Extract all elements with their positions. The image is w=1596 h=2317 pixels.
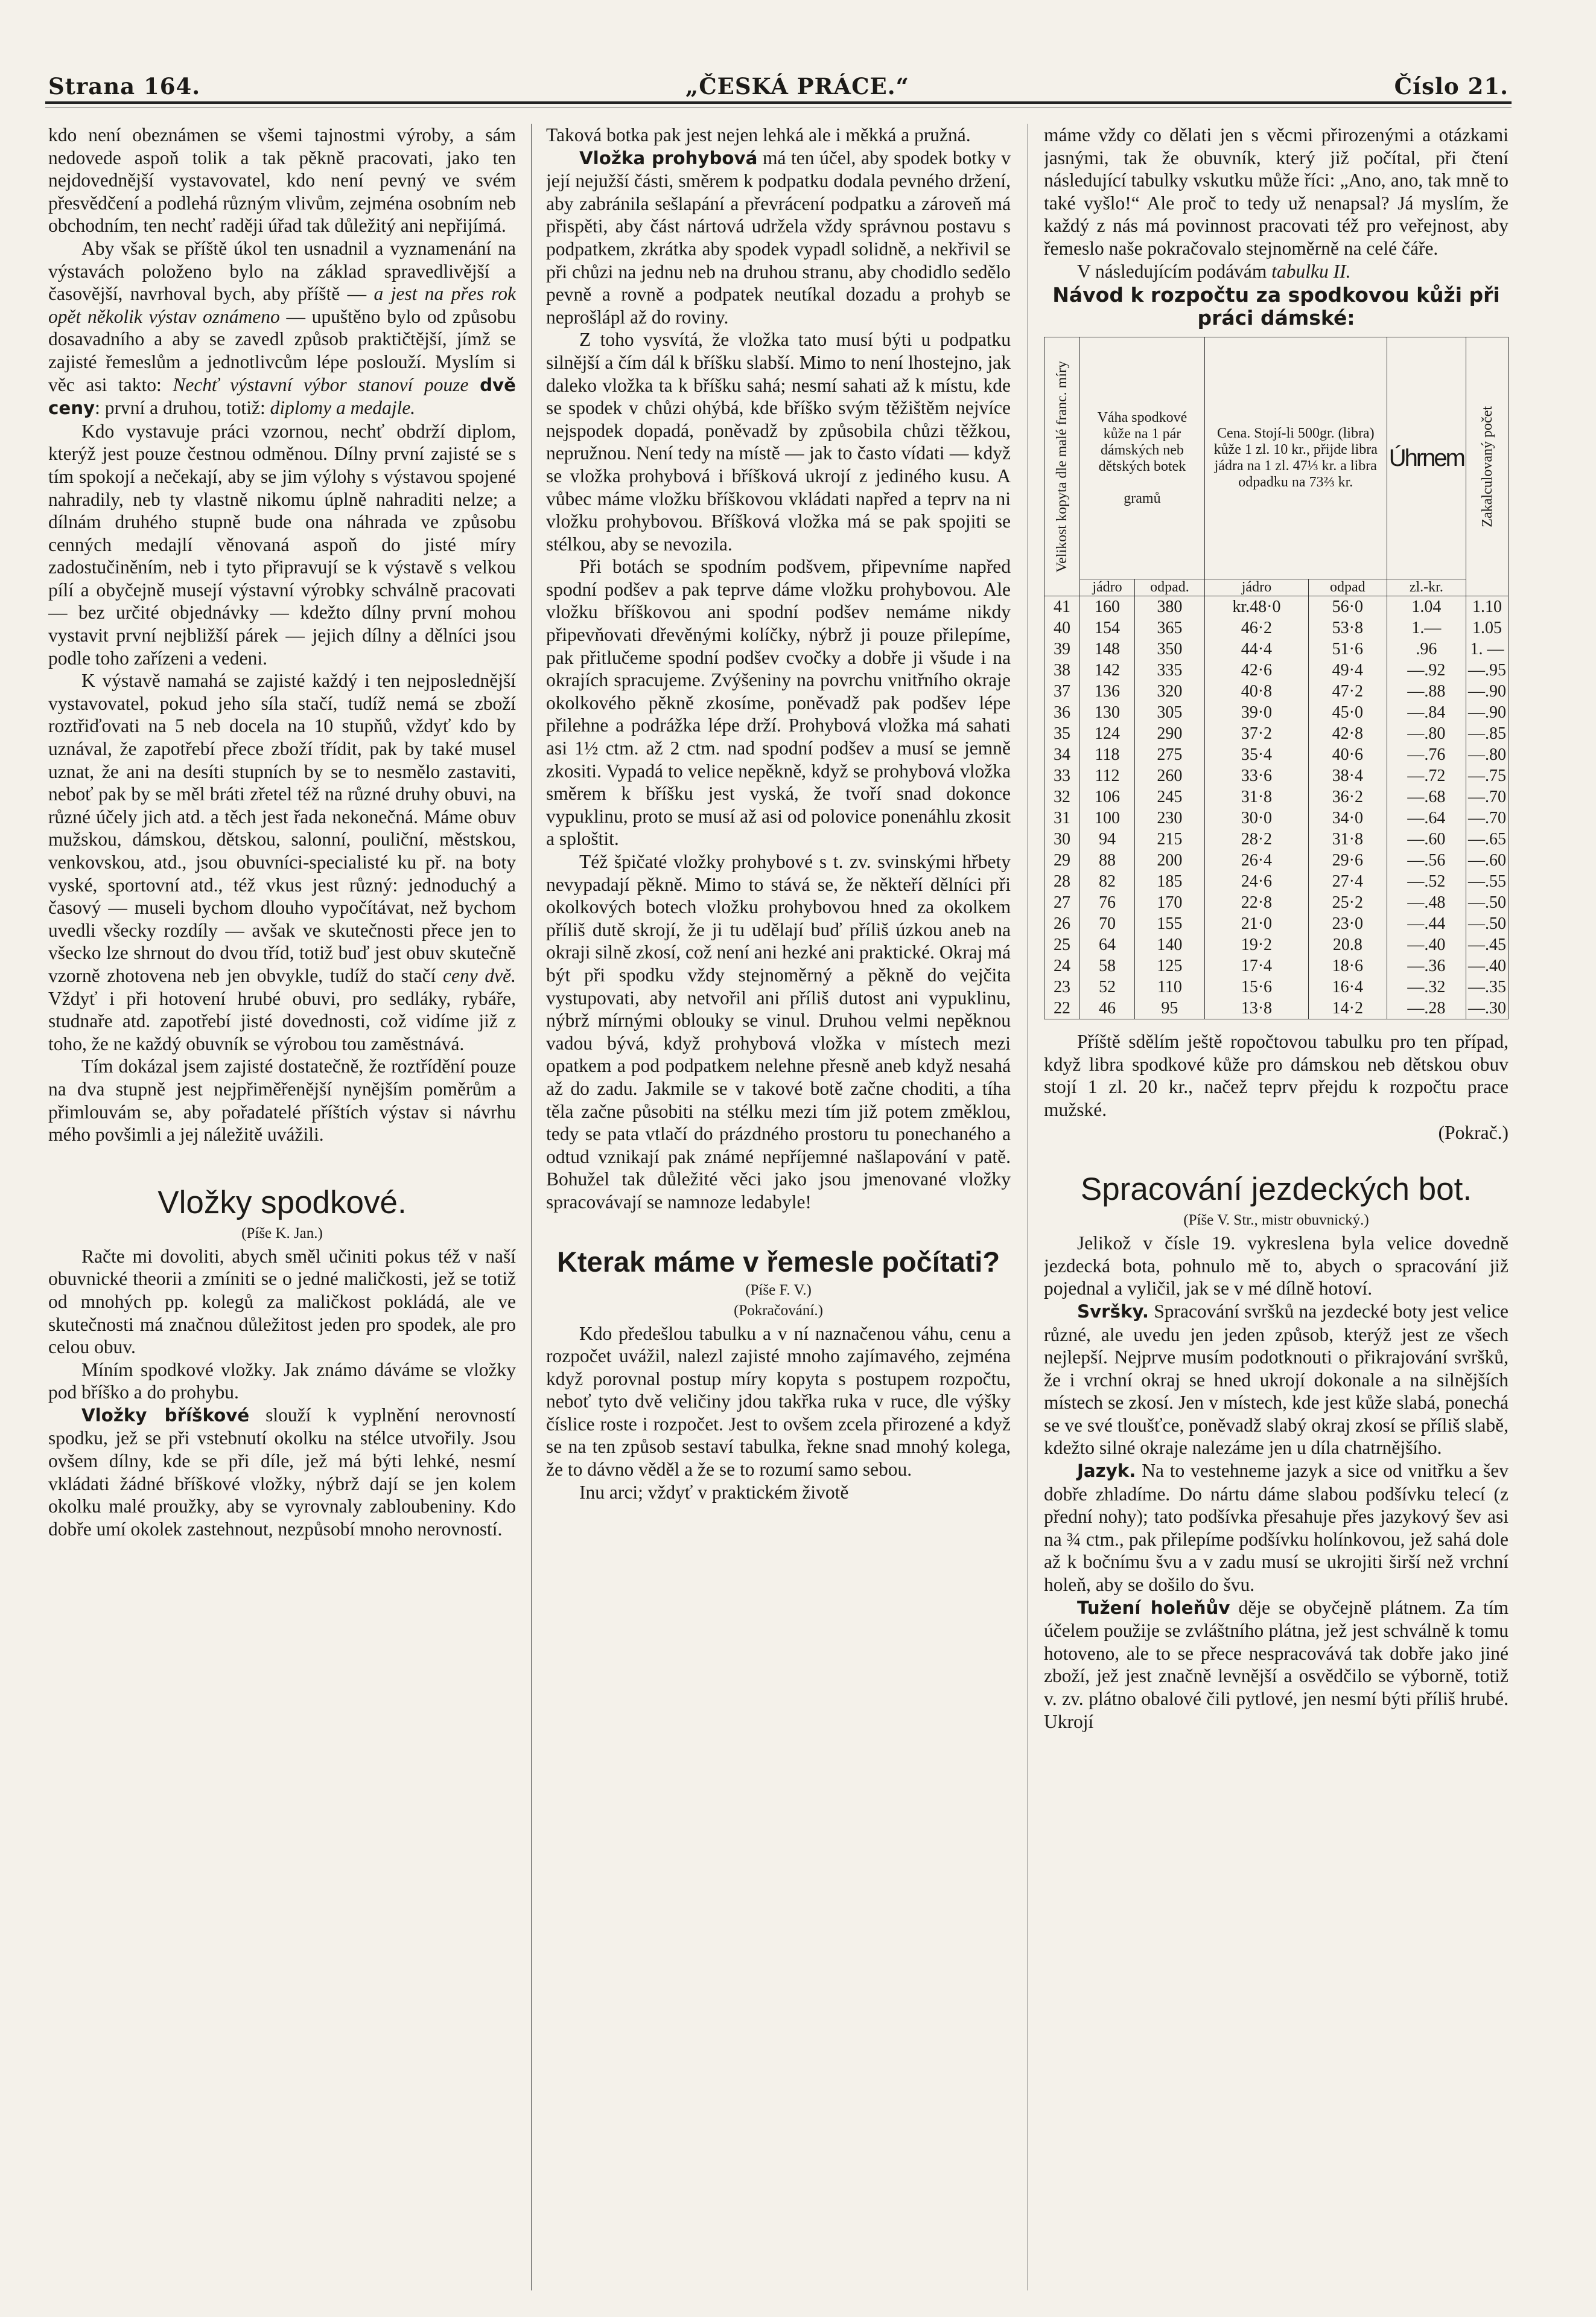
table-cell: 32: [1044, 786, 1080, 808]
table-row: [1044, 681, 1509, 702]
subheader-total: zl.-kr.: [1387, 579, 1466, 596]
paragraph: máme vždy co dělati jen s věcmi přirozenými a otázkami jasnými, tak že obuvník, který již počítal, při čtení následující tabulky vskutku může říci: „Ano, ano, tak mně to také vyšlo!“ Ale proč to tedy už nenapsal? Já myslím, že každý z nás má povinnost pracovati též pro veřejnost, aby řemeslo naše pokračovalo stejnoměrně na celé čáře.: [1044, 124, 1509, 259]
table-cell: 1.05: [1466, 617, 1509, 639]
table-cell: 31·8: [1204, 786, 1308, 808]
paragraph: [1044, 260, 1509, 283]
table-cell: 160: [1080, 596, 1135, 618]
column-divider: [531, 124, 532, 2290]
emphasis: ceny dvě.: [443, 964, 516, 986]
table-cell: 40·8: [1204, 681, 1308, 702]
table-cell: 46·2: [1204, 617, 1308, 639]
column-header-weight: [1080, 337, 1205, 579]
text: Vždyť i při hotovení hrubé obuvi, pro sedláky, rybáře, studnaře atd. zapotřebí jisté dovednosti, což vidíme již z toho, že ne každý obuvník se výrobou tou zaměstnává.: [48, 987, 516, 1054]
table-cell: 82: [1080, 871, 1135, 892]
table-cell: 1.—: [1387, 617, 1466, 639]
table-cell: 305: [1135, 702, 1205, 723]
table-cell: 148: [1080, 639, 1135, 660]
table-cell: 28·2: [1204, 829, 1308, 850]
article-heading: Spracování jezdeckých bot.: [1080, 1171, 1472, 1208]
table-cell: 200: [1135, 850, 1205, 871]
table-cell: 30·0: [1204, 808, 1308, 829]
paragraph: Inu arci; vždyť v praktickém životě: [579, 1481, 849, 1503]
table-cell: 16·4: [1308, 977, 1387, 998]
emphasis: tabulku II.: [1271, 260, 1351, 282]
table-cell: 112: [1080, 765, 1135, 786]
table-cell: —.95: [1466, 660, 1509, 681]
table-cell: 320: [1135, 681, 1205, 702]
table-cell: 23: [1044, 977, 1080, 998]
table-cell: 51·6: [1308, 639, 1387, 660]
table-cell: —.92: [1387, 660, 1466, 681]
continued-mark: (Pokrač.): [1438, 1121, 1509, 1143]
table-row: [1044, 702, 1509, 723]
table-cell: 155: [1135, 913, 1205, 934]
paragraph: [1044, 1300, 1509, 1459]
table-cell: 1.04: [1387, 596, 1466, 618]
table-cell: 76: [1080, 892, 1135, 913]
column-header-total: [1387, 337, 1466, 579]
table-cell: —.88: [1387, 681, 1466, 702]
table-cell: —.60: [1466, 850, 1509, 871]
table-cell: —.28: [1387, 998, 1466, 1019]
table-cell: 260: [1135, 765, 1205, 786]
table-cell: —.36: [1387, 955, 1466, 977]
paragraph: [48, 237, 516, 420]
header-text: Cena. Stojí-li 500gr. (libra) kůže 1 zl. 10 kr., přijde libra jádra na 1 zl. 47⅓ kr. a libra odpadku na 73⅔ kr.: [1213, 425, 1378, 491]
table-row: [1044, 850, 1509, 871]
table-cell: —.85: [1466, 723, 1509, 744]
table-cell: 29: [1044, 850, 1080, 871]
table-cell: —.52: [1387, 871, 1466, 892]
table-cell: 26·4: [1204, 850, 1308, 871]
paragraph: Kdo vystavuje práci vzornou, nechť obdrží diplom, kterýž jest pouze čestnou odměnou. Dílny první zajisté se s tím spokojí a nečekají, aby se jim výlohy s výstavou spojené nahradily, neb ty vlastně nikomu úplně nahraditi nelze; a dílnám druhého stupně bude ona náhrada ve způsobu cenných medajlí věnovaná aspoň do jisté míry zadostučiněním, neb i tyto připravují se k výstavě s velkou pílí a obyčejně musejí výstavní výrobky schválně pracovati — bez určité objednávky — kdežto dílny první mohou vystavit první nejbližší párek — jejich dílny a dělníci jsou podle toho zařízeni a vedeni.: [48, 420, 516, 669]
issue-number: Číslo 21.: [1394, 73, 1509, 100]
table-cell: 34·0: [1308, 808, 1387, 829]
column-header-price: [1204, 337, 1387, 579]
table-cell: 245: [1135, 786, 1205, 808]
table-cell: 30: [1044, 829, 1080, 850]
table-cell: —.60: [1387, 829, 1466, 850]
paragraph: Též špičaté vložky prohybové s t. zv. svinskými hřbety nevypadají pěkně. Mimo to stává se, že někteří dělníci při okolkových botech vložku prohybovou hned za okolkem příliš dutě skrojí, že ji tu udělají buď příliš úzkou aneb na okraji silně zkosí, což není ani hezké ani praktické. Okraj má být při spodku vždy stejnoměrný a pěkně do vejčita vystupovati, aby netvořil ani příliš dutost ani vypuklinu, nýbrž mírnými oblouky se vinul. Druhou velmi nepěknou vadou bývá, když prohybová vložka v místech mezi opatkem a pod podpatkem nelehne přesně aneb když nesahá až do zadu. Jakmile se v takové botě začne choditi, a tíha těla začne působiti na stélku mezi tím již potem změklou, tedy se pata vtlačí do prázdného prostoru tu ponechaného a odtud vznikají pak známé nepříjemné našlapování v patě. Bohužel tak důležité věci jako jsou jmenované vložky spracovávají se namnoze ledabyle!: [546, 851, 1011, 1213]
table-cell: —.48: [1387, 892, 1466, 913]
table-row: [1044, 892, 1509, 913]
table-row: [1044, 744, 1509, 765]
table-cell: —.40: [1387, 934, 1466, 955]
table-cell: 37: [1044, 681, 1080, 702]
bold-text: Svršky.: [1077, 1301, 1149, 1322]
table-cell: 31: [1044, 808, 1080, 829]
column-header-charge: [1466, 337, 1509, 596]
table-cell: 125: [1135, 955, 1205, 977]
table-cell: —.44: [1387, 913, 1466, 934]
table-cell: 46: [1080, 998, 1135, 1019]
table-cell: 28: [1044, 871, 1080, 892]
table-row: [1044, 596, 1509, 618]
page-header: [48, 63, 1509, 100]
table-row: [1044, 955, 1509, 977]
bold-text: Tužení holeňův: [1077, 1597, 1230, 1618]
table-cell: 154: [1080, 617, 1135, 639]
table-cell: —.65: [1466, 829, 1509, 850]
table-row: [1044, 977, 1509, 998]
paragraph: Při botách se spodním podšvem, připevníme napřed spodní podšev a pak teprve dáme vložku prohybovou. Ale vložku bříškovou ani spodní podšev nemáme nikdy připevňovati dřevěnými kolíčky, nýbrž ji pouze přilepíme, pak přitlučeme spodní podšev cvočky a dobře ji všude i na okrajích spracujeme. Zvýšeniny na povrchu vnitřního okraje okolkového pěkně zkosíme, poněvadž pak podšev lépe přilehne a podrážka lépe drží. Prohybová vložka má sahati asi 1½ ctm. až 2 ctm. nad spodní podšev a musí se jemně zkositi. Vypadá to velice nepěkně, když se prohybová vložka směrem k bříšku jest vyská, že tvoří snad dokonce vypuklinu, proto se musí až asi od polovice ponenáhlu zkosit a sploštit.: [546, 556, 1011, 850]
byline: (Píše F. V.): [745, 1281, 812, 1298]
table-cell: 13·8: [1204, 998, 1308, 1019]
table-cell: —.80: [1466, 744, 1509, 765]
paragraph: kdo není obeznámen se všemi tajnostmi výroby, a sám nedovede aspoň tolik a tak pěkně pracovati, jako ten nejdovednější vystavovatel, kdo není pevný ve svém přesvědčení a podlehá různým vlivům, zejména osobním neb obchodním, ten nechť raději úřad tak důležitý ani nepřijímá.: [48, 124, 516, 237]
table-cell: 18·6: [1308, 955, 1387, 977]
table-cell: —.64: [1387, 808, 1466, 829]
emphasis: Nechť výstavní výbor stanoví pouze: [173, 374, 469, 395]
header-unit: gramů: [1124, 490, 1161, 506]
table-cell: 15·6: [1204, 977, 1308, 998]
table-cell: 380: [1135, 596, 1205, 618]
byline: (Píše K. Jan.): [241, 1225, 323, 1241]
table-cell: 42·8: [1308, 723, 1387, 744]
table-row: [1044, 808, 1509, 829]
table-cell: 136: [1080, 681, 1135, 702]
table-cell: 45·0: [1308, 702, 1387, 723]
table-cell: 24·6: [1204, 871, 1308, 892]
table-cell: 25: [1044, 934, 1080, 955]
table-cell: 170: [1135, 892, 1205, 913]
table-cell: 39: [1044, 639, 1080, 660]
table-cell: 49·4: [1308, 660, 1387, 681]
table-cell: 215: [1135, 829, 1205, 850]
table-cell: 34: [1044, 744, 1080, 765]
paragraph: Tím dokázal jsem zajisté dostatečně, že roztřídění pouze na dva stupně jest nejpřiměřenější nynějším poměrům a přimlouvám se, aby pořadatelé příštích výstav si návrhu mého povšimli a jej náležitě uvážili.: [48, 1056, 516, 1146]
table-row: [1044, 786, 1509, 808]
table-cell: 22: [1044, 998, 1080, 1019]
table-cell: 290: [1135, 723, 1205, 744]
table-cell: —.50: [1466, 913, 1509, 934]
table-cell: 95: [1135, 998, 1205, 1019]
table-cell: —.75: [1466, 765, 1509, 786]
table-row: [1044, 871, 1509, 892]
journal-title: „ČESKÁ PRÁCE.“: [685, 73, 909, 100]
table-cell: 36: [1044, 702, 1080, 723]
table-cell: 20.8: [1308, 934, 1387, 955]
paragraph: [1044, 1596, 1509, 1733]
article-heading: Vložky spodkové.: [157, 1184, 407, 1220]
paragraph: [48, 669, 516, 1055]
table-body: [1044, 596, 1509, 1019]
table-cell: 88: [1080, 850, 1135, 871]
table-cell: 140: [1135, 934, 1205, 955]
column-2: [546, 124, 1011, 2296]
header-text: Zakalculovaný počet: [1479, 406, 1495, 527]
emphasis: diplomy a medajle.: [270, 397, 416, 419]
table-row: [1044, 660, 1509, 681]
table-cell: kr.48·0: [1204, 596, 1308, 618]
text: : první a druhou, totiž:: [95, 397, 270, 419]
byline-continued: (Pokračování.): [734, 1302, 823, 1319]
table-cell: —.90: [1466, 702, 1509, 723]
table-cell: 130: [1080, 702, 1135, 723]
table-cell: —.50: [1466, 892, 1509, 913]
subheader-core: jádro: [1080, 579, 1135, 596]
table-cell: 33: [1044, 765, 1080, 786]
table-cell: 64: [1080, 934, 1135, 955]
table-cell: 40: [1044, 617, 1080, 639]
column-1: [48, 124, 516, 2296]
table-cell: —.35: [1466, 977, 1509, 998]
table-cell: 124: [1080, 723, 1135, 744]
text: V následujícím podávám: [1077, 260, 1272, 282]
table-cell: 26: [1044, 913, 1080, 934]
table-cell: 38: [1044, 660, 1080, 681]
column-3: [1044, 124, 1509, 2296]
table-cell: 47·2: [1308, 681, 1387, 702]
bold-text: Vložka prohybová: [579, 147, 758, 168]
cost-table: [1044, 337, 1509, 1019]
table-cell: 27: [1044, 892, 1080, 913]
table-cell: 17·4: [1204, 955, 1308, 977]
table-cell: 27·4: [1308, 871, 1387, 892]
table-cell: 38·4: [1308, 765, 1387, 786]
table-cell: 29·6: [1308, 850, 1387, 871]
table-cell: .96: [1387, 639, 1466, 660]
text: má ten účel, aby spodek botky v její nejužší části, směrem k podpatku dodala pevného držení, aby zabránila sešlapání a převrácení podpatku a zároveň má přispěti, aby část nártová udržela vždy správnou postavu s podpatkem, zkrátka aby spodek vypadl solidně, a nekřivil se při chůzi na jednu neb na druhou stranu, aby chodidlo sedělo pevně a rovně a podpatek neutíkal dozadu a prohyb se neprošlápl až do roviny.: [546, 147, 1011, 328]
text: Na to vestehneme jazyk a sice od vnitřku a šev dobře zhladíme. Do nártu dáme slabou podšívku telecí (z přední nohy); tato podšívka přesahuje přes jazykový šev asi na ¾ ctm., pak přilepíme podšívku holínkovou, jež sahá dole až k bočnímu švu a v zadu musí se ukrojiti širší než vrchní holeň, aby se došilo do švu.: [1044, 1460, 1509, 1596]
table-cell: 1. —: [1466, 639, 1509, 660]
table-cell: 56·0: [1308, 596, 1387, 618]
table-cell: 110: [1135, 977, 1205, 998]
table-cell: —.55: [1466, 871, 1509, 892]
table-cell: 365: [1135, 617, 1205, 639]
table-cell: 19·2: [1204, 934, 1308, 955]
text: Aby však se příště úkol ten usnadnil a vyznamenání na výstavách položeno bylo na základ spravedlivější a časovější, navrhoval bych, aby příště —: [48, 237, 516, 305]
table-cell: —.45: [1466, 934, 1509, 955]
table-cell: 142: [1080, 660, 1135, 681]
column-header-size: [1044, 337, 1080, 596]
table-cell: 100: [1080, 808, 1135, 829]
paragraph: Kdo předešlou tabulku a v ní naznačenou váhu, cenu a rozpočet uvážil, nalezl zajisté mnoho zajímavého, zejména když porovnal postup míry kopyta s postupem rozpočtu, neboť tyto dvě veličiny jdou takřka ruka v ruce, dle výšky číslice roste i rozpočet. Jest to ovšem zcela přirozené a když se na ten způsob sestaví tabulka, řekne snad mnohý kolega, že to dávno věděl a že se to rozumí samo sebou.: [546, 1322, 1011, 1480]
table-cell: —.80: [1387, 723, 1466, 744]
text: K výstavě namahá se zajisté každý i ten nejposlednější vystavovatel, pokud jeho síla stačí, tudíž nemá se zboží roztřiďovati na 5 neb docela na 10 stupňů, vždyť kdo by uznával, že zapotřebí přece zboží třídit, pak by také musel uznat, že ani na desíti stupních by se to nesmělo zastaviti, neboť pak by se měl bráti zřetel též na různé druhy obuvi, na různé účely jich atd. a těch jest řada nekonečná. Máme obuv mužskou, dámskou, dětskou, salonní, pouliční, městskou, venkovskou, atd., jsou obuvníci-specialisté ku př. na boty vyské, sportovní atd., též vkus jest různý: jednoduchý a časový — museli bychom dlouho vypočítávat, než bychom uvedli všecky rozdíly — avšak ve skutečnosti přece jen to všecko lze shrnout do dvou tříd, totiž buď jest obuv skutečně vzorně zhotovena neb jen obvykle, tudíž do stačí: [48, 670, 516, 986]
table-cell: —.72: [1387, 765, 1466, 786]
text: — upuštěno bylo od způsobu dosavadního a aby se zavedl způsob praktičtější, jímž se zajisté řemeslům a jednotlivcům lépe poslouží. Myslím si věc asi takto:: [48, 305, 516, 395]
paragraph: Z toho vysvítá, že vložka tato musí býti u podpatku silnější a čím dál k bříšku slabší. Mimo to není lhostejno, jak daleko vložka ta k bříšku sahá; nesmí sahati až k místu, kde se spodek v chůzi ohýbá, kde bříško svým těžištěm nejvíce nejspodek dopadá, poněvadž by způsobila chůzi těžkou, nepružnou. Není tedy na místě — jak to často vídati — když se vložka prohybová i bříšková ukrojí z jediného kusu. A vůbec máme vložku bříškovou vkládati napřed a teprv na ni vložku prohybovou. Bříšková vložka má se pak spojiti se stélkou, aby se nevozila.: [546, 329, 1011, 555]
emphasis: a jest na přes rok opět několik výstav oznámeno: [48, 283, 516, 327]
table-cell: 23·0: [1308, 913, 1387, 934]
table-cell: 58: [1080, 955, 1135, 977]
header-rule: [45, 101, 1512, 104]
table-cell: 52: [1080, 977, 1135, 998]
table-cell: 70: [1080, 913, 1135, 934]
table-cell: 185: [1135, 871, 1205, 892]
paragraph: Taková botka pak jest nejen lehká ale i měkká a pružná.: [546, 124, 971, 145]
subheader-core: jádro: [1204, 579, 1308, 596]
table-row: [1044, 913, 1509, 934]
table-row: [1044, 617, 1509, 639]
bold-text: dvě ceny: [48, 374, 516, 419]
subheader-waste: odpad: [1308, 579, 1387, 596]
table-cell: 42·6: [1204, 660, 1308, 681]
table-row: [1044, 934, 1509, 955]
paragraph: Račte mi dovoliti, abych směl učiniti pokus též v naší obuvnické theorii a zmíniti se o jedné maličkosti, jež se totiž od mnohých pp. kolegů za maličkost pokládá, ale ve skutečnosti má značnou důležitost jeden pro spodek, ale pro celou obuv.: [48, 1245, 516, 1358]
bold-text: Jazyk.: [1077, 1461, 1136, 1482]
table-cell: —.70: [1466, 786, 1509, 808]
header-text: Váha spodkové kůže na 1 pár dámských neb dětských botek: [1097, 409, 1187, 474]
table-caption: Návod k rozpočtu za spodkovou kůži při práci dámské:: [1052, 283, 1500, 330]
table-row: [1044, 829, 1509, 850]
table-cell: 118: [1080, 744, 1135, 765]
table-cell: 21·0: [1204, 913, 1308, 934]
table-cell: 25·2: [1308, 892, 1387, 913]
paragraph: Příště sdělím ještě ropočtovou tabulku pro ten případ, když libra spodkové kůže pro dámskou neb dětskou obuv stojí 1 zl. 20 kr., načež teprv přejdu k rozpočtu prace mužské.: [1044, 1031, 1509, 1120]
table-cell: —.90: [1466, 681, 1509, 702]
table-cell: 350: [1135, 639, 1205, 660]
table-cell: —.40: [1466, 955, 1509, 977]
text: děje se obyčejně plátnem. Za tím účelem použije se zvláštního plátna, jež jest schválně k tomu hotoveno, ale to se přece nespracovává tak dobře jako jiné zboží, jež jest značně levnější a osvědčilo se výborně, totiž v. zv. plátno obalové čili pytlové, jen nesmí býti příliš hrubé. Ukrojí: [1044, 1596, 1509, 1732]
table-cell: —.76: [1387, 744, 1466, 765]
header-text: Velikost kopyta dle malé franc. míry: [1054, 360, 1070, 573]
table-cell: 36·2: [1308, 786, 1387, 808]
table-row: [1044, 765, 1509, 786]
table-cell: —.70: [1466, 808, 1509, 829]
paragraph: Míním spodkové vložky. Jak známo dáváme se vložky pod bříško a do prohybu.: [48, 1359, 516, 1403]
paragraph: [1044, 1459, 1509, 1596]
table-cell: 33·6: [1204, 765, 1308, 786]
table-cell: —.56: [1387, 850, 1466, 871]
bold-text: Vložky bříškové: [81, 1404, 250, 1426]
table-cell: 41: [1044, 596, 1080, 618]
table-cell: 335: [1135, 660, 1205, 681]
page-number: Strana 164.: [48, 73, 201, 100]
table-cell: 39·0: [1204, 702, 1308, 723]
header-text: Úhrnem: [1388, 445, 1464, 472]
paragraph: [546, 147, 1011, 329]
table-cell: 35·4: [1204, 744, 1308, 765]
text: slouží k vyplnění nerovností spodku, jež se při vstebnutí okolku na stélce utvořily. Jsou ovšem dílny, kde se při díle, jež má býti lehké, nesmí vkládati žádné bříškové vložky, nýbrž dají se jen kolem okolku malé proužky, aby se vyrovnaly zabloubeniny. Kdo dobře umí okolek zastehnout, nezpůsobí mnoho nerovností.: [48, 1404, 516, 1540]
table-cell: 37·2: [1204, 723, 1308, 744]
table-cell: 53·8: [1308, 617, 1387, 639]
table-cell: 230: [1135, 808, 1205, 829]
table-cell: 275: [1135, 744, 1205, 765]
byline: (Píše V. Str., mistr obuvnický.): [1183, 1212, 1369, 1229]
table-cell: 106: [1080, 786, 1135, 808]
table-cell: 44·4: [1204, 639, 1308, 660]
text: Spracování svršků na jezdecké boty jest velice různé, ale uvedu jen jeden způsob, kterýž jest ze všech nejlepší. Nejprve musím podotknouti o přikrajování svršků, že i vrchní okraj se hned ukrojí dokonale a na silnějších místech se zkosí. Jen v místech, kde jest kůže slabá, ponechá se ve své tloušťce, poněvadž slabý okraj zkosí se příliš slabě, kdežto silné okraje nalezáme jen u díla chatrnějšího.: [1044, 1300, 1509, 1459]
table-cell: 31·8: [1308, 829, 1387, 850]
table-cell: —.30: [1466, 998, 1509, 1019]
table-cell: 1.10: [1466, 596, 1509, 618]
subheader-waste: odpad.: [1135, 579, 1205, 596]
table-cell: —.68: [1387, 786, 1466, 808]
table-cell: —.84: [1387, 702, 1466, 723]
table-cell: 94: [1080, 829, 1135, 850]
table-cell: 24: [1044, 955, 1080, 977]
paragraph: [48, 1404, 516, 1541]
table-cell: 14·2: [1308, 998, 1387, 1019]
table-cell: —.32: [1387, 977, 1466, 998]
article-heading: Kterak máme v řemesle počítati?: [556, 1245, 1000, 1278]
table-row: [1044, 998, 1509, 1019]
table-cell: 35: [1044, 723, 1080, 744]
table-cell: 40·6: [1308, 744, 1387, 765]
table-cell: 22·8: [1204, 892, 1308, 913]
table-row: [1044, 639, 1509, 660]
table-row: [1044, 723, 1509, 744]
paragraph: Jelikož v čísle 19. vykreslena byla velice dovedně jezdecká bota, pohnulo mě to, abych o spracování již pojednal a vyličil, jak se v mé dílně hotoví.: [1044, 1232, 1509, 1299]
